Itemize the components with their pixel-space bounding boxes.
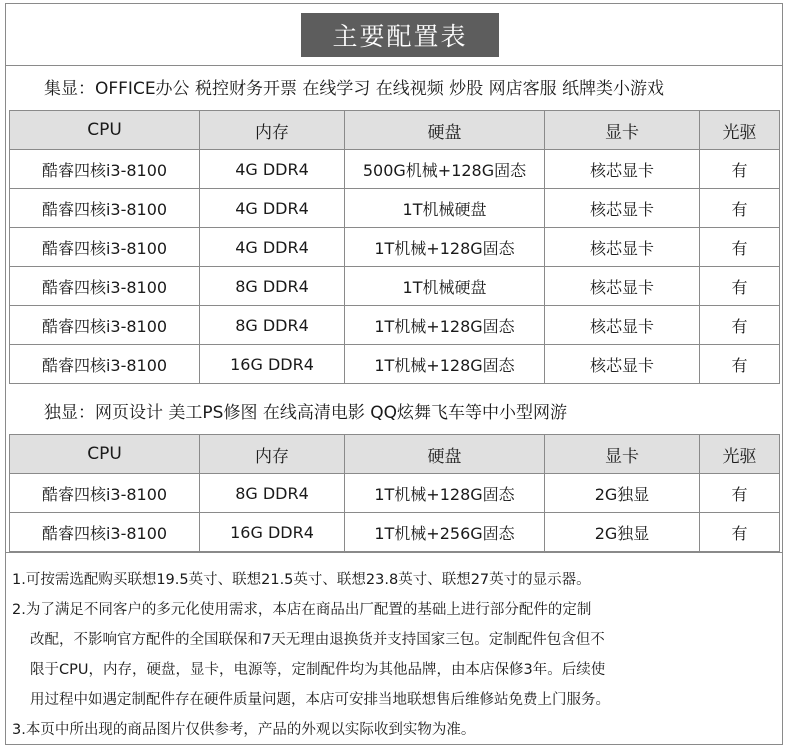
cell-graphics: 核芯显卡 [545, 189, 700, 228]
cell-memory: 8G DDR4 [200, 267, 345, 306]
cell-disk: 1T机械+128G固态 [345, 306, 545, 345]
table-row [10, 150, 780, 189]
table-row [10, 513, 780, 552]
cell-memory: 4G DDR4 [200, 150, 345, 189]
cell-optical-drive: 有 [700, 306, 780, 345]
column-header-memory: 内存 [200, 111, 345, 150]
integrated-config-table [9, 110, 780, 384]
cell-optical-drive: 有 [700, 228, 780, 267]
column-header-disk: 硬盘 [345, 435, 545, 474]
cell-optical-drive: 有 [700, 267, 780, 306]
cell-memory: 16G DDR4 [200, 345, 345, 384]
column-header-optical-drive: 光驱 [700, 111, 780, 150]
integrated-section-header: 集显：OFFICE办公 税控财务开票 在线学习 在线视频 炒股 网店客服 纸牌类小游戏 [44, 79, 664, 99]
table-row [10, 345, 780, 384]
note-2-line-2: 改配，不影响官方配件的全国联保和7天无理由退换货并支持国家三包。定制配件包含但不 [30, 632, 605, 648]
cell-memory: 4G DDR4 [200, 228, 345, 267]
cell-memory: 16G DDR4 [200, 513, 345, 552]
table-row [10, 189, 780, 228]
cell-disk: 500G机械+128G固态 [345, 150, 545, 189]
note-2-line-4: 用过程中如遇定制配件存在硬件质量问题，本店可安排当地联想售后维修站免费上门服务。 [30, 692, 610, 708]
page-title: 主要配置表 [301, 13, 499, 57]
cell-cpu: 酷睿四核i3-8100 [10, 474, 200, 513]
note-2-line-1: 2.为了满足不同客户的多元化使用需求，本店在商品出厂配置的基础上进行部分配件的定制 [12, 602, 592, 618]
column-header-cpu: CPU [10, 111, 200, 150]
cell-graphics: 核芯显卡 [545, 228, 700, 267]
cell-disk: 1T机械+128G固态 [345, 474, 545, 513]
cell-optical-drive: 有 [700, 189, 780, 228]
column-header-cpu: CPU [10, 435, 200, 474]
table-row [10, 474, 780, 513]
column-header-disk: 硬盘 [345, 111, 545, 150]
cell-cpu: 酷睿四核i3-8100 [10, 228, 200, 267]
column-header-optical-drive: 光驱 [700, 435, 780, 474]
cell-disk: 1T机械+128G固态 [345, 228, 545, 267]
table-header-row [10, 111, 780, 150]
cell-graphics: 核芯显卡 [545, 345, 700, 384]
discrete-config-table [9, 434, 780, 552]
title-area [6, 4, 782, 66]
cell-disk: 1T机械硬盘 [345, 267, 545, 306]
cell-graphics: 2G独显 [545, 513, 700, 552]
cell-cpu: 酷睿四核i3-8100 [10, 345, 200, 384]
cell-disk: 1T机械硬盘 [345, 189, 545, 228]
table-row [10, 228, 780, 267]
table-row [10, 306, 780, 345]
config-sheet [5, 3, 783, 745]
column-header-graphics: 显卡 [545, 111, 700, 150]
column-header-memory: 内存 [200, 435, 345, 474]
discrete-section-header: 独显：网页设计 美工PS修图 在线高清电影 QQ炫舞飞车等中小型网游 [44, 403, 568, 423]
cell-graphics: 2G独显 [545, 474, 700, 513]
notes-section [6, 552, 782, 745]
cell-memory: 4G DDR4 [200, 189, 345, 228]
note-1: 1.可按需选配购买联想19.5英寸、联想21.5英寸、联想23.8英寸、联想27英寸的显示器。 [12, 572, 591, 588]
cell-optical-drive: 有 [700, 345, 780, 384]
column-header-graphics: 显卡 [545, 435, 700, 474]
cell-graphics: 核芯显卡 [545, 306, 700, 345]
cell-optical-drive: 有 [700, 513, 780, 552]
cell-cpu: 酷睿四核i3-8100 [10, 306, 200, 345]
cell-cpu: 酷睿四核i3-8100 [10, 513, 200, 552]
cell-optical-drive: 有 [700, 474, 780, 513]
cell-disk: 1T机械+128G固态 [345, 345, 545, 384]
note-2-line-3: 限于CPU，内存，硬盘，显卡，电源等，定制配件均为其他品牌，由本店保修3年。后续使 [30, 662, 606, 678]
cell-memory: 8G DDR4 [200, 474, 345, 513]
cell-optical-drive: 有 [700, 150, 780, 189]
cell-graphics: 核芯显卡 [545, 150, 700, 189]
cell-memory: 8G DDR4 [200, 306, 345, 345]
cell-graphics: 核芯显卡 [545, 267, 700, 306]
cell-cpu: 酷睿四核i3-8100 [10, 267, 200, 306]
cell-cpu: 酷睿四核i3-8100 [10, 189, 200, 228]
table-header-row [10, 435, 780, 474]
cell-cpu: 酷睿四核i3-8100 [10, 150, 200, 189]
note-3: 3.本页中所出现的商品图片仅供参考，产品的外观以实际收到实物为准。 [12, 722, 476, 738]
cell-disk: 1T机械+256G固态 [345, 513, 545, 552]
table-row [10, 267, 780, 306]
